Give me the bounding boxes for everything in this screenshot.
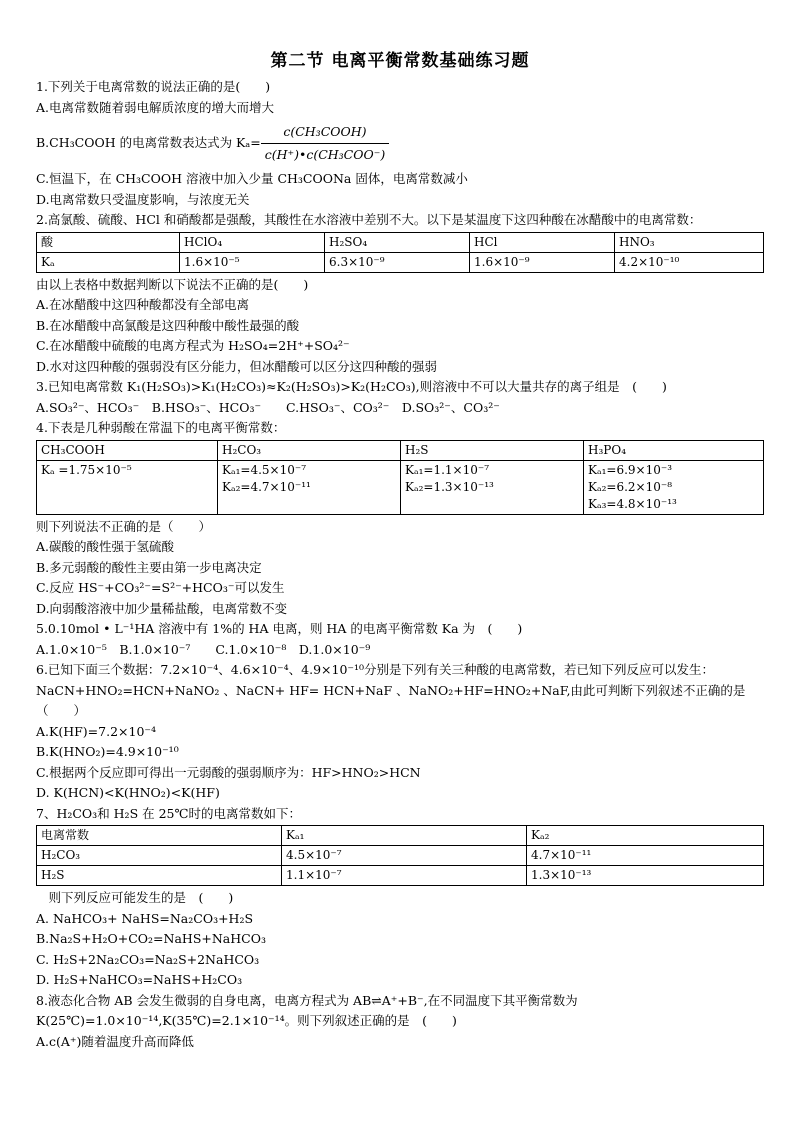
table-cell: HNO₃: [615, 232, 764, 252]
table-cell: Kₐ₂: [527, 826, 764, 846]
q2-question: 由以上表格中数据判断以下说法不正确的是( ): [36, 276, 309, 292]
q7-option-a: A. NaHCO₃+ NaHS=Na₂CO₃+H₂S: [36, 910, 254, 926]
q1-option-c: C.恒温下，在 CH₃COOH 溶液中加入少量 CH₃COONa 固体，电离常数减小: [36, 171, 468, 186]
q1-stem: 1.下列关于电离常数的说法正确的是( ): [36, 79, 271, 94]
table-row: [37, 232, 764, 252]
ka-fraction: [261, 122, 390, 165]
q8-option-a: A.c(A⁺)随着温度升高而降低: [36, 1033, 194, 1049]
ka-value: Kₐ₁=1.1×10⁻⁷: [405, 462, 490, 477]
table-cell: [401, 460, 584, 514]
q4-option-b: B.多元弱酸的酸性主要由第一步电离决定: [36, 559, 262, 575]
q7-option-d: D. H₂S+NaHCO₃=NaHS+H₂CO₃: [36, 972, 243, 987]
q7-option-b: B.Na₂S+H₂O+CO₂=NaHS+NaHCO₃: [36, 931, 266, 946]
table-cell: Kₐ: [37, 252, 180, 272]
table-cell: 6.3×10⁻⁹: [325, 252, 470, 272]
q2-option-a: A.在冰醋酸中这四种酸都没有全部电离: [36, 297, 250, 312]
ka-value: Kₐ₃=4.8×10⁻¹³: [588, 496, 677, 511]
q7-stem: 7、H₂CO₃和 H₂S 在 25℃时的电离常数如下：: [36, 805, 301, 821]
table-row: [37, 846, 764, 866]
table-cell: [218, 460, 401, 514]
table-row: [37, 252, 764, 272]
table-cell: 电离常数: [37, 826, 282, 846]
q6-stem: 6.已知下面三个数据：7.2×10⁻⁴、4.6×10⁻⁴、4.9×10⁻¹⁰分别是下列有关三种酸的电离常数，若已知下列反应可以发生：NaCN+HNO₂=HCN+NaNO₂ 、NaCN+ HF= HCN+NaF 、NaNO₂+HF=HNO₂+NaF,由此可判断下列叙述不正确的是（ ）: [36, 662, 746, 718]
table-cell: 1.6×10⁻⁹: [470, 252, 615, 272]
page-title: 第二节 电离平衡常数基础练习题: [270, 51, 530, 71]
q4-option-d: D.向弱酸溶液中加少量稀盐酸，电离常数不变: [36, 600, 288, 616]
table-row: [37, 460, 764, 514]
fraction-numerator: c(CH₃COOH): [261, 122, 390, 144]
ka-value: Kₐ₁=6.9×10⁻³: [588, 462, 673, 477]
q5-stem: 5.0.10mol • L⁻¹HA 溶液中有 1%的 HA 电离，则 HA 的电离平衡常数 Ka 为 ( ): [36, 621, 523, 636]
q2-table: [36, 232, 764, 273]
table-cell: HClO₄: [180, 232, 325, 252]
table-cell: 1.6×10⁻⁵: [180, 252, 325, 272]
q2-stem: 2.高氯酸、硫酸、HCl 和硝酸都是强酸，其酸性在水溶液中差别不大。以下是某温度下这四种酸在冰醋酸中的电离常数：: [36, 212, 702, 227]
q4-question: 则下列说法不正确的是（ ）: [36, 518, 212, 534]
q4-option-c: C.反应 HS⁻+CO₃²⁻=S²⁻+HCO₃⁻可以发生: [36, 580, 285, 595]
q2-option-c: C.在冰醋酸中硫酸的电离方程式为 H₂SO₄=2H⁺+SO₄²⁻: [36, 338, 350, 353]
ka-value: Kₐ₂=6.2×10⁻⁸: [588, 479, 673, 494]
ka-value: Kₐ₁=4.5×10⁻⁷: [222, 462, 307, 477]
table-cell: 酸: [37, 232, 180, 252]
q3-stem: 3.已知电离常数 K₁(H₂SO₃)>K₁(H₂CO₃)≈K₂(H₂SO₃)>K₂(H₂CO₃),则溶液中不可以大量共存的离子组是 ( ): [36, 379, 667, 394]
q1-option-d: D.电离常数只受温度影响，与浓度无关: [36, 191, 250, 207]
q3-options: A.SO₃²⁻、HCO₃⁻ B.HSO₃⁻、HCO₃⁻ C.HSO₃⁻、CO₃²⁻ D.SO₃²⁻、CO₃²⁻: [36, 399, 500, 415]
table-row: [37, 826, 764, 846]
ka-value: Kₐ₂=1.3×10⁻¹³: [405, 479, 494, 494]
table-cell: 1.1×10⁻⁷: [282, 866, 527, 886]
q6-option-a: A.K(HF)=7.2×10⁻⁴: [36, 723, 157, 739]
q4-stem: 4.下表是几种弱酸在常温下的电离平衡常数：: [36, 420, 286, 435]
q7-question: 则下列反应可能发生的是 ( ): [36, 890, 234, 905]
table-cell: H₂SO₄: [325, 232, 470, 252]
q6-option-c: C.根据两个反应即可得出一元弱酸的强弱顺序为：HF>HNO₂>HCN: [36, 764, 421, 780]
table-cell: 4.7×10⁻¹¹: [527, 846, 764, 866]
table-cell: H₂CO₃: [218, 440, 401, 460]
q2-option-d: D.水对这四种酸的强弱没有区分能力，但冰醋酸可以区分这四种酸的强弱: [36, 358, 438, 374]
q5-options: A.1.0×10⁻⁵ B.1.0×10⁻⁷ C.1.0×10⁻⁸ D.1.0×10⁻⁹: [36, 641, 371, 657]
fraction-denominator: c(H⁺)•c(CH₃COO⁻): [264, 147, 386, 162]
table-cell: H₂S: [401, 440, 584, 460]
q1-option-a: A.电离常数随着弱电解质浓度的增大而增大: [36, 99, 275, 115]
q6-option-b: B.K(HNO₂)=4.9×10⁻¹⁰: [36, 744, 179, 759]
ka-value: Kₐ₂=4.7×10⁻¹¹: [222, 479, 311, 494]
q8-stem: 8.液态化合物 AB 会发生微弱的自身电离，电离方程式为 AB⇌A⁺+B⁻,在不同温度下其平衡常数为 K(25℃)=1.0×10⁻¹⁴,K(35℃)=2.1×10⁻¹⁴。则下列叙述正确的是 ( ): [36, 992, 578, 1028]
q4-table: [36, 440, 764, 515]
table-cell: Kₐ₁: [282, 826, 527, 846]
table-cell: [37, 460, 218, 514]
q2-option-b: B.在冰醋酸中高氯酸是这四种酸中酸性最强的酸: [36, 317, 300, 333]
table-cell: [584, 460, 764, 514]
table-cell: HCl: [470, 232, 615, 252]
table-cell: 4.5×10⁻⁷: [282, 846, 527, 866]
ka-value: Kₐ =1.75×10⁻⁵: [41, 462, 132, 477]
q1-b-prefix: B.CH₃COOH 的电离常数表达式为 Kₐ=: [36, 135, 261, 150]
q1-option-b: [36, 122, 764, 165]
table-cell: 1.3×10⁻¹³: [527, 866, 764, 886]
table-cell: H₂S: [37, 866, 282, 886]
q7-option-c: C. H₂S+2Na₂CO₃=Na₂S+2NaHCO₃: [36, 951, 260, 967]
table-cell: CH₃COOH: [37, 440, 218, 460]
table-cell: 4.2×10⁻¹⁰: [615, 252, 764, 272]
table-row: [37, 440, 764, 460]
table-cell: H₃PO₄: [584, 440, 764, 460]
q4-option-a: A.碳酸的酸性强于氢硫酸: [36, 539, 175, 554]
q6-option-d: D. K(HCN)<K(HNO₂)<K(HF): [36, 785, 220, 800]
table-row: [37, 866, 764, 886]
q7-table: [36, 825, 764, 886]
table-cell: H₂CO₃: [37, 846, 282, 866]
worksheet: [36, 46, 764, 1052]
